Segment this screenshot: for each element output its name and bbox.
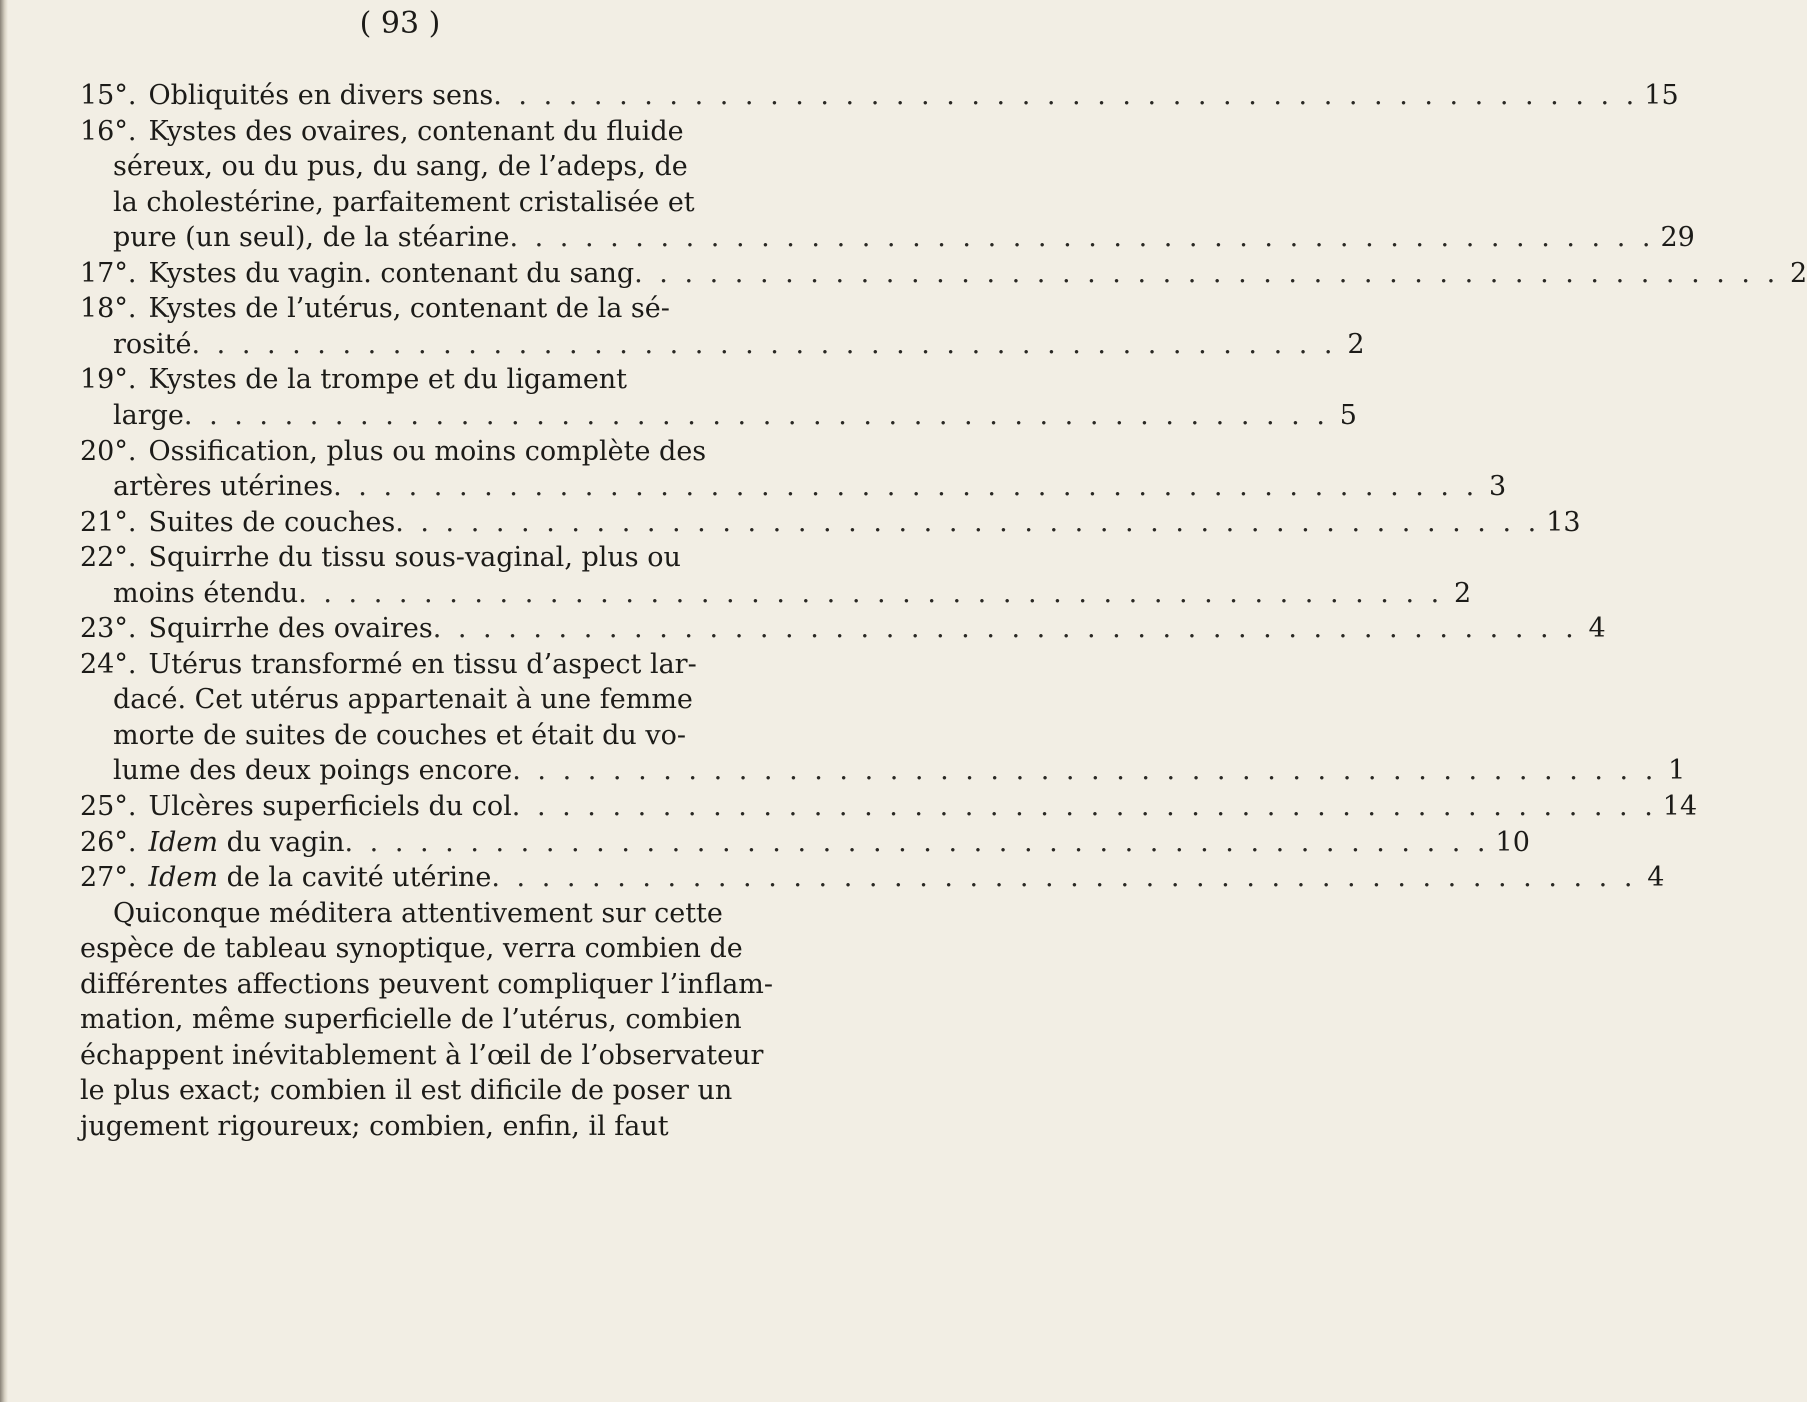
entry-italic: Idem [148,862,218,894]
entry-number: 23°. [80,613,137,645]
entry-page-count: 2 [1347,328,1365,360]
entry-text-segment: Utérus transformé en tissu d’aspect lar- [148,648,697,680]
entry-text-segment: Kystes de la trompe et du ligament [148,364,628,396]
entry-number: 21°. [80,506,137,538]
entry-number: 24°. [80,648,137,680]
entry-text-segment: large [113,399,184,431]
leader-dots: . . . . . . . . . . . . . . . . . . . . . . . . . . . . . . . . . . . . . . . . . . . . . . [191,328,1337,360]
leader-dots: . . . . . . . . . . . . . . . . . . . . . . . . . . . . . . . . . . . . . . . . . . . . . . [634,257,1780,289]
entry-title [148,78,493,114]
entry-title [148,291,669,327]
entry-number: 25°. [80,791,137,822]
entry-number: 19°. [80,364,137,396]
entry-page-count: 4 [1647,862,1665,894]
entry-page-count: 15 [1644,80,1679,111]
toc-line [80,114,720,150]
leader-dots: . . . . . . . . . . . . . . . . . . . . . . . . . . . . . . . . . . . . . . . . . . . . . . [509,222,1655,254]
entry-text-segment: Kystes de l’utérus, contenant de la sé- [148,293,670,325]
entry-title [148,540,680,576]
entry-page-count: 13 [1546,506,1581,538]
leader-dots: . . . . . . . . . . . . . . . . . . . . . . . . . . . . . . . . . . . . . . . . . . . . . . [432,613,1578,645]
entry-text-segment: pure (un seul), de la stéarine [113,222,510,254]
toc-line [80,149,753,185]
entry-title [148,434,706,470]
toc-line [80,860,1665,896]
leader-dots: . . . . . . . . . . . . . . . . . . . . . . . . . . . . . . . . . . . . . . . . . . . . . . [183,399,1329,431]
leader-dots: . . . . . . . . . . . . . . . . . . . . . . . . . . . . . . . . . . . . . . . . . . . . . . [344,826,1490,858]
paragraph-line: jugement rigoureux; combien, enfin, il faut [80,1110,669,1142]
entry-number: 15°. [80,80,137,111]
entry-italic: Idem [148,826,218,858]
entry-text-segment: Ossification, plus ou moins complète des [148,435,707,467]
toc-line [80,185,753,221]
entry-text-segment: Kystes du vagin. contenant du sang [148,257,635,289]
toc-line [80,362,720,398]
entry-title [148,256,634,292]
entry-number: 22°. [80,542,137,574]
leader-dots: . . . . . . . . . . . . . . . . . . . . . . . . . . . . . . . . . . . . . . . . . . . . . . [333,471,1479,503]
leader-dots: . . . . . . . . . . . . . . . . . . . . . . . . . . . . . . . . . . . . . . . . . . . . . . [491,862,1637,894]
entry-number: 27°. [80,862,137,894]
entry-number: 26°. [80,826,137,858]
toc-line [80,718,753,754]
paragraph-line: le plus exact; combien il est dificile de poser un [80,1075,733,1107]
toc-line [80,540,720,576]
entry-text-segment: Squirrhe du tissu sous-vaginal, plus ou [148,542,681,574]
entry-text-segment: Squirrhe des ovaires [148,613,433,645]
toc-line [80,789,1698,825]
entry-number: 16°. [80,115,137,147]
leader-dots: . . . . . . . . . . . . . . . . . . . . . . . . . . . . . . . . . . . . . . . . . . . . . . [512,755,1658,787]
toc-line [80,825,1530,861]
entry-title [148,505,395,541]
toc-line [80,611,1606,647]
page-number: ( 93 ) [359,6,441,41]
entry-text-segment: de la cavité utérine [226,862,492,894]
entry-page-count: 1 [1668,755,1686,787]
toc-line [80,327,1365,363]
entry-page-count: 4 [1588,613,1606,645]
entry-text-segment: Suites de couches [148,506,396,538]
toc-line [80,576,1472,612]
toc-line [80,469,1507,505]
toc-line [80,78,1679,114]
entry-title [148,860,491,896]
paragraph-line: mation, même superficielle de l’utérus, combien [80,1004,742,1036]
entry-text-segment: Kystes des ovaires, contenant du fluide [148,115,684,147]
entry-text-segment: artères utérines [113,471,334,503]
toc-line [80,505,1581,541]
entry-number: 20°. [80,435,137,467]
entry-text-segment: lume des deux poings encore [113,755,513,787]
entry-number: 17°. [80,257,137,289]
toc-line [80,256,1807,292]
paragraph-line: espèce de tableau synoptique, verra combien de [80,933,743,965]
paragraph-line: échappent inévitablement à l’œil de l’observateur [80,1039,764,1071]
entry-text-segment: du vagin [226,826,345,858]
entry-number: 18°. [80,293,137,325]
toc-line [80,647,720,683]
entry-page-count: 5 [1339,399,1357,431]
paragraph-line: Quiconque méditera attentivement sur cette [113,897,723,929]
entry-title [148,647,696,683]
toc-line [80,682,753,718]
entry-text-segment: la cholestérine, parfaitement cristalisée et [113,186,695,218]
leader-dots: . . . . . . . . . . . . . . . . . . . . . . . . . . . . . . . . . . . . . . . . . . . . . . [511,791,1657,822]
entry-title [148,789,511,825]
entry-page-count: 29 [1660,222,1695,254]
toc-line [80,753,1686,789]
entry-page-count: 10 [1495,826,1530,858]
entry-text-segment: morte de suites de couches et était du vo- [113,719,686,751]
leader-dots: . . . . . . . . . . . . . . . . . . . . . . . . . . . . . . . . . . . . . . . . . . . . . . [395,506,1541,538]
entry-page-count: 3 [1488,471,1507,503]
entry-title [148,825,344,861]
entry-text-segment: Obliquités en divers sens [148,80,494,111]
leader-dots: . . . . . . . . . . . . . . . . . . . . . . . . . . . . . . . . . . . . . . . . . . . . . . [298,577,1444,609]
entry-text-segment: séreux, ou du pus, du sang, de l’adeps, de [113,151,688,183]
entry-title [148,611,432,647]
toc-line [80,220,1695,256]
entry-title [148,362,627,398]
entry-text-segment: Ulcères superficiels du col [148,791,512,822]
toc-line [80,291,720,327]
leader-dots: . . . . . . . . . . . . . . . . . . . . . . . . . . . . . . . . . . . . . . . . . . . . . . [493,80,1639,111]
entry-page-count: 14 [1662,791,1698,822]
entry-text-segment: rosité [113,328,192,360]
entry-text-segment: dacé. Cet utérus appartenait à une femme [113,684,693,716]
entry-text-segment: moins étendu [113,577,299,609]
entry-page-count: 2 [1789,257,1807,289]
toc-line [80,434,720,470]
toc-line [80,398,1357,434]
entry-title [148,114,683,150]
entry-page-count: 2 [1454,577,1472,609]
paragraph-line: différentes affections peuvent compliquer l’inflam- [80,968,774,1000]
